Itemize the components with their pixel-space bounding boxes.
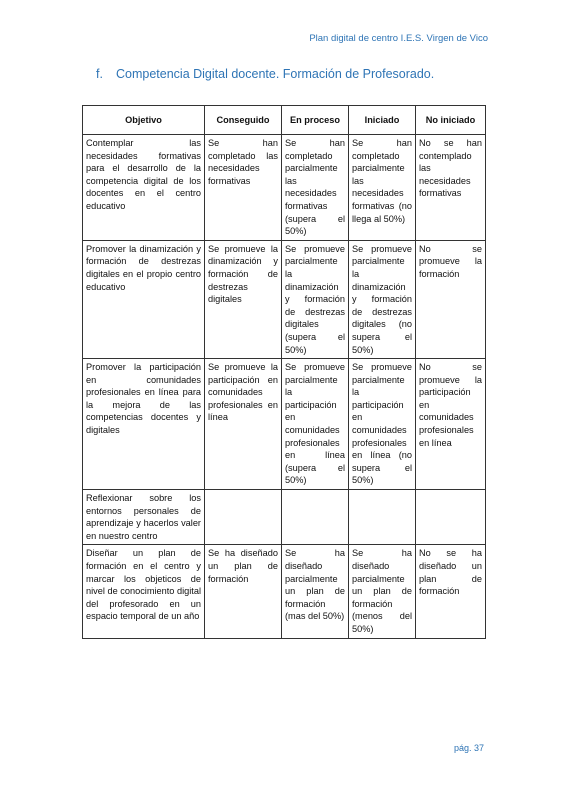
cell-en-proceso: Se promueve parcialmente la dinamización y formación de destrezas digitales (supera el 50%): [282, 240, 349, 358]
section-title: Competencia Digital docente. Formación de Profesorado.: [116, 67, 435, 81]
cell-conseguido: Se han completado las necesidades formativas: [205, 135, 282, 241]
section-heading: [96, 67, 434, 81]
table-row: [83, 490, 486, 545]
cell-no-iniciado: [416, 490, 486, 545]
table-row: [83, 359, 486, 490]
cell-objetivo: Diseñar un plan de formación en el centro y marcar los objeticos de nivel de conocimiento digital del profesorado en un espacio temporal de un año: [83, 545, 205, 638]
cell-iniciado: [349, 490, 416, 545]
cell-en-proceso: Se han completado parcialmente las necesidades formativas (supera el 50%): [282, 135, 349, 241]
cell-iniciado: Se ha diseñado parcialmente un plan de formación (menos del 50%): [349, 545, 416, 638]
table-row: [83, 545, 486, 638]
cell-iniciado: Se promueve parcialmente la participación en comunidades profesionales en línea (no supera el 50%): [349, 359, 416, 490]
cell-no-iniciado: No se ha diseñado un plan de formación: [416, 545, 486, 638]
cell-conseguido: [205, 490, 282, 545]
cell-objetivo: Promover la participación en comunidades profesionales en línea para la mejora de las competencias docentes y digitales: [83, 359, 205, 490]
cell-conseguido: Se promueve la participación en comunidades profesionales en línea: [205, 359, 282, 490]
header-conseguido: Conseguido: [205, 106, 282, 135]
cell-no-iniciado: No se promueve la formación: [416, 240, 486, 358]
cell-no-iniciado: No se promueve la participación en comunidades profesionales en línea: [416, 359, 486, 490]
page-number: pág. 37: [453, 743, 484, 753]
cell-objetivo: Contemplar las necesidades formativas para el desarrollo de la competencia digital de los docentes en el centro educativo: [83, 135, 205, 241]
cell-conseguido: Se ha diseñado un plan de formación: [205, 545, 282, 638]
header-objetivo: Objetivo: [83, 106, 205, 135]
table-row: [83, 240, 486, 358]
header-no-iniciado: No iniciado: [416, 106, 486, 135]
table-row: [83, 135, 486, 241]
cell-iniciado: Se han completado parcialmente las necesidades formativas (no llega al 50%): [349, 135, 416, 241]
header-en-proceso: En proceso: [282, 106, 349, 135]
cell-en-proceso: Se promueve parcialmente la participación en comunidades profesionales en línea (supera el 50%): [282, 359, 349, 490]
rubric-table: [82, 105, 486, 639]
section-letter: f.: [96, 67, 103, 81]
cell-objetivo: Promover la dinamización y formación de destrezas digitales en el propio centro educativo: [83, 240, 205, 358]
cell-no-iniciado: No se han contemplado las necesidades formativas: [416, 135, 486, 241]
cell-iniciado: Se promueve parcialmente la dinamización y formación de destrezas digitales (no supera el 50%): [349, 240, 416, 358]
table-header-row: [83, 106, 486, 135]
header-iniciado: Iniciado: [349, 106, 416, 135]
cell-en-proceso: [282, 490, 349, 545]
cell-objetivo: Reflexionar sobre los entornos personales de aprendizaje y hacerlos valer en nuestro centro: [83, 490, 205, 545]
cell-conseguido: Se promueve la dinamización y formación de destrezas digitales: [205, 240, 282, 358]
document-header: Plan digital de centro I.E.S. Virgen de Vico: [309, 33, 488, 44]
cell-en-proceso: Se ha diseñado parcialmente un plan de formación (mas del 50%): [282, 545, 349, 638]
